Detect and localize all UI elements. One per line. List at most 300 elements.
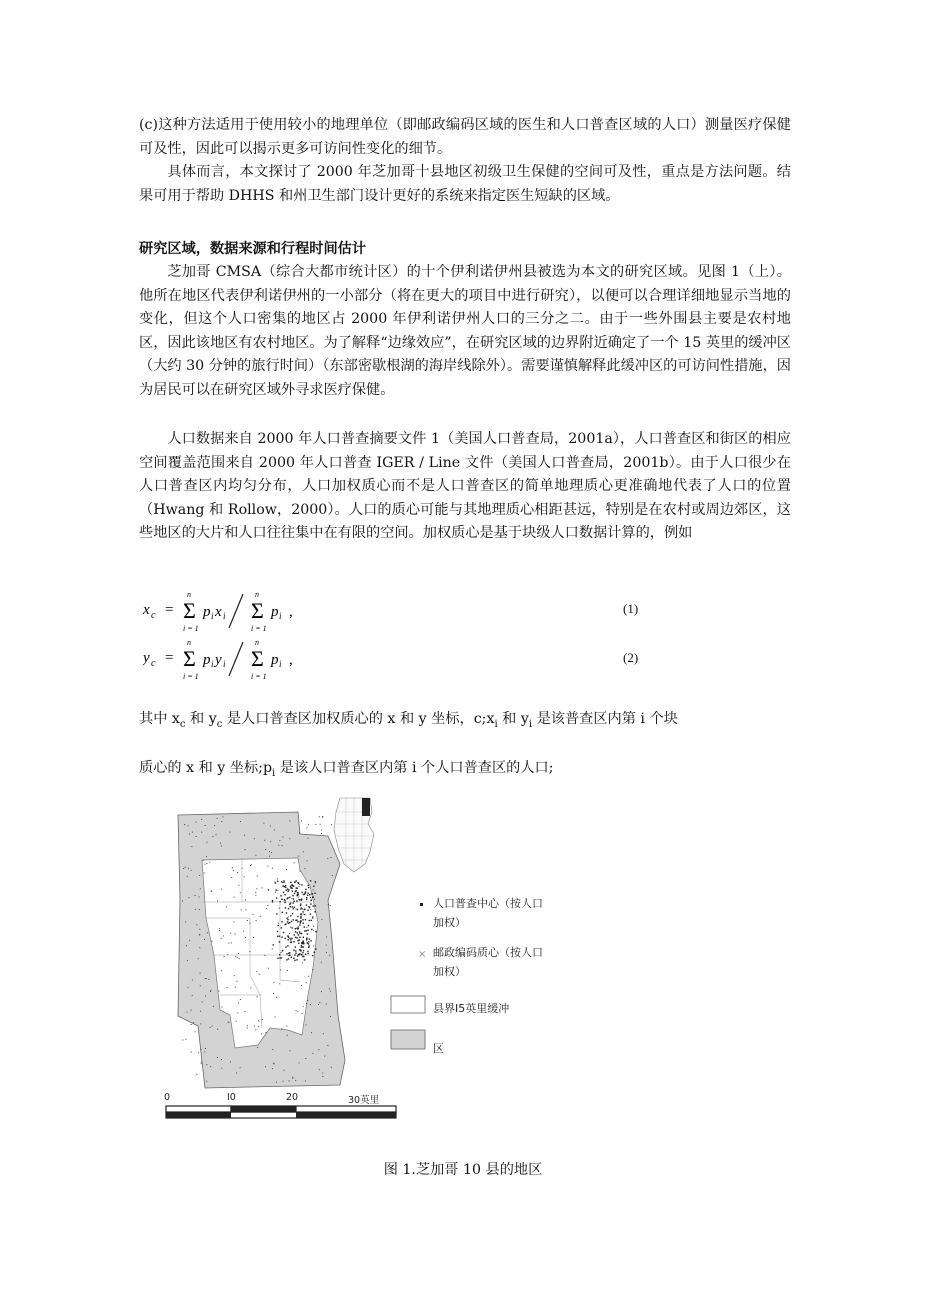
census-dot — [206, 978, 207, 979]
census-dot — [306, 930, 307, 931]
census-dot — [281, 952, 282, 953]
census-dot — [189, 834, 190, 835]
equation-2-number: (2) — [623, 650, 639, 665]
census-dot — [326, 952, 327, 953]
census-dot — [282, 845, 283, 846]
census-dot — [276, 1082, 277, 1083]
census-dot — [288, 939, 289, 940]
census-dot — [192, 832, 193, 833]
census-dot — [298, 897, 299, 898]
census-dot — [297, 892, 298, 893]
scale-tick-30-miles: 30英里 — [348, 1095, 380, 1106]
census-dot — [305, 1081, 306, 1082]
census-dot — [306, 938, 307, 939]
census-dot — [277, 881, 278, 882]
census-dot — [189, 897, 190, 898]
census-dot — [205, 825, 206, 826]
census-dot — [299, 1062, 300, 1063]
census-dot — [313, 886, 314, 887]
census-dot — [191, 846, 192, 847]
census-dot — [200, 985, 201, 986]
census-dot — [272, 1049, 273, 1050]
eq2-sum2-lower: i = 1 — [251, 672, 267, 681]
census-dot — [290, 939, 291, 940]
census-dot — [199, 896, 200, 897]
census-dot — [228, 1022, 229, 1023]
census-dot — [291, 921, 292, 922]
census-dot — [201, 819, 202, 820]
census-dot — [265, 1066, 266, 1067]
census-dot — [297, 916, 298, 917]
census-dot — [186, 1012, 187, 1013]
eq2-term-y-sub: i — [223, 659, 226, 669]
census-dot — [210, 1066, 211, 1067]
census-dot — [277, 890, 278, 891]
census-dot — [320, 824, 321, 825]
census-dot — [288, 916, 289, 917]
census-dot — [308, 906, 309, 907]
census-dot — [332, 875, 333, 876]
census-dot — [255, 855, 256, 856]
census-dot — [277, 931, 278, 932]
census-dot — [324, 1056, 325, 1057]
census-dot — [272, 868, 273, 869]
census-dot — [283, 892, 284, 893]
census-dot — [200, 1023, 201, 1024]
census-dot — [293, 898, 294, 899]
census-dot — [309, 920, 310, 921]
census-dot — [230, 933, 231, 934]
census-dot — [331, 824, 332, 825]
census-dot — [287, 945, 288, 946]
census-dot — [282, 836, 283, 837]
census-dot — [319, 816, 320, 817]
census-dot — [292, 895, 293, 896]
census-dot — [269, 851, 270, 852]
census-dot — [308, 947, 309, 948]
census-dot — [295, 928, 296, 929]
census-dot — [296, 880, 297, 881]
census-dot — [208, 979, 209, 980]
census-dot — [310, 940, 311, 941]
census-dot — [185, 922, 186, 923]
census-dot — [296, 1010, 297, 1011]
census-dot — [221, 1068, 222, 1069]
census-dot — [196, 836, 197, 837]
census-dot — [210, 990, 211, 991]
census-dot — [300, 947, 301, 948]
eq2-denominator: p — [271, 652, 279, 668]
census-dot — [258, 1026, 259, 1027]
census-dot — [291, 938, 292, 939]
census-dot — [287, 918, 288, 919]
census-dot — [299, 931, 300, 932]
census-dot — [299, 933, 300, 934]
census-dot — [257, 1047, 258, 1048]
census-dot — [327, 858, 328, 859]
census-dot — [307, 933, 308, 934]
census-dot — [216, 834, 217, 835]
census-dot — [192, 980, 193, 981]
census-dot — [286, 953, 287, 954]
census-dot — [206, 1064, 207, 1065]
census-dot — [284, 900, 285, 901]
census-dot — [301, 899, 302, 900]
census-dot — [211, 891, 212, 892]
eq2-term-sub: i — [211, 659, 214, 669]
census-dot — [290, 882, 291, 883]
census-dot — [299, 833, 300, 834]
census-dot — [306, 904, 307, 905]
census-dot — [279, 954, 280, 955]
census-dot — [321, 919, 322, 920]
census-dot — [204, 864, 205, 865]
census-dot — [268, 889, 269, 890]
census-dot — [191, 870, 192, 871]
census-dot — [199, 934, 200, 935]
census-dot — [187, 960, 188, 961]
census-dot — [278, 923, 279, 924]
figure-map — [150, 790, 570, 1135]
census-dot — [315, 948, 316, 949]
legend-county-label: 县界I5英里缓冲 — [433, 1002, 510, 1015]
census-dot — [277, 936, 278, 937]
eq2-term: p — [203, 652, 211, 668]
census-dot — [310, 880, 311, 881]
census-dot — [187, 876, 188, 877]
census-dot — [315, 882, 316, 883]
census-dot — [283, 880, 284, 881]
census-dot — [247, 1025, 248, 1026]
census-dot — [305, 889, 306, 890]
census-dot — [245, 937, 246, 938]
census-dot — [304, 894, 305, 895]
census-dot — [233, 870, 234, 871]
census-dot — [240, 1067, 241, 1068]
census-dot — [306, 927, 307, 928]
census-dot — [230, 1061, 231, 1062]
census-dot — [262, 1019, 263, 1020]
census-dot — [288, 889, 289, 890]
census-dot — [280, 895, 281, 896]
census-dot — [236, 981, 237, 982]
census-dot — [222, 816, 223, 817]
census-dot — [326, 945, 327, 946]
census-dot — [290, 886, 291, 887]
census-dot — [307, 1000, 308, 1001]
census-dot — [303, 1006, 304, 1007]
census-dot — [297, 921, 298, 922]
inset-study-area-highlight — [362, 798, 370, 816]
census-dot — [285, 946, 286, 947]
census-dot — [300, 914, 301, 915]
census-dot — [282, 885, 283, 886]
census-dot — [199, 947, 200, 948]
census-dot — [303, 923, 304, 924]
census-dot — [192, 995, 193, 996]
census-dot — [305, 868, 306, 869]
census-dot — [321, 962, 322, 963]
census-dot — [237, 872, 238, 873]
census-dot — [295, 953, 296, 954]
census-dot — [301, 907, 302, 908]
census-dot — [275, 1017, 276, 1018]
census-dot — [207, 932, 208, 933]
census-dot — [234, 975, 235, 976]
census-dot — [210, 991, 211, 992]
census-dot — [281, 1028, 282, 1029]
census-dot — [312, 969, 313, 970]
census-dot — [330, 1016, 331, 1017]
census-dot — [303, 940, 304, 941]
census-dot — [303, 851, 304, 852]
census-dot — [255, 892, 256, 893]
eq2-denominator-sub: i — [279, 659, 282, 669]
census-dot — [291, 957, 292, 958]
census-dot — [313, 905, 314, 906]
census-dot — [308, 925, 309, 926]
census-dot — [183, 868, 184, 869]
census-dot — [299, 924, 300, 925]
census-dot — [200, 888, 201, 889]
census-dot — [291, 898, 292, 899]
census-dot — [285, 887, 286, 888]
census-dot — [272, 900, 273, 901]
census-dot — [188, 868, 189, 869]
census-dot — [300, 909, 301, 910]
census-dot — [223, 935, 224, 936]
eq1-term-x: x — [215, 604, 222, 620]
census-dot — [288, 936, 289, 937]
census-dot — [288, 908, 289, 909]
census-dot — [310, 909, 311, 910]
census-dot — [280, 957, 281, 958]
census-dot — [277, 878, 278, 879]
census-dot — [247, 920, 248, 921]
census-dot — [227, 987, 228, 988]
census-dot — [327, 1045, 328, 1046]
census-dot — [284, 894, 285, 895]
census-dot — [307, 895, 308, 896]
census-dot — [299, 937, 300, 938]
census-dot — [318, 1049, 319, 1050]
census-dot — [307, 860, 308, 861]
census-dot — [199, 909, 200, 910]
census-dot — [236, 1021, 237, 1022]
census-dot — [212, 1026, 213, 1027]
census-dot — [182, 1040, 183, 1041]
census-dot — [229, 832, 230, 833]
census-dot — [253, 937, 254, 938]
census-dot — [287, 891, 288, 892]
census-dot — [299, 949, 300, 950]
census-dot — [303, 943, 304, 944]
census-dot — [300, 916, 301, 917]
eq1-divide-slash — [229, 594, 243, 628]
census-dot — [238, 1003, 239, 1004]
census-dot — [276, 913, 277, 914]
census-dot — [311, 1032, 312, 1033]
census-dot — [295, 908, 296, 909]
census-dot — [231, 942, 232, 943]
census-dot — [191, 1024, 192, 1025]
eq2-lhs: y — [143, 650, 150, 666]
eq1-sum2: Σ — [251, 598, 264, 623]
census-dot — [201, 832, 202, 833]
equation-1-number: (1) — [623, 601, 639, 616]
census-dot — [196, 822, 197, 823]
census-dot — [189, 940, 190, 941]
eq1-sum2-upper: n — [255, 590, 259, 599]
eq2-sum1: Σ — [183, 646, 196, 671]
census-dot — [306, 899, 307, 900]
census-dot — [259, 974, 260, 975]
census-dot — [253, 914, 254, 915]
census-dot — [287, 898, 288, 899]
census-dot — [250, 865, 251, 866]
census-dot — [297, 909, 298, 910]
census-dot — [283, 932, 284, 933]
census-dot — [196, 1074, 197, 1075]
census-dot — [279, 936, 280, 937]
census-dot — [289, 904, 290, 905]
census-dot — [185, 867, 186, 868]
census-dot — [296, 919, 297, 920]
census-dot — [281, 927, 282, 928]
census-dot — [290, 906, 291, 907]
census-dot — [273, 982, 274, 983]
equation-2 — [143, 636, 323, 687]
census-dot — [294, 881, 295, 882]
census-dot — [297, 940, 298, 941]
paragraph-c-method: (c)这种方法适用于使用较小的地理单位（即邮政编码区域的医生和人口普查区域的人口）测量医疗保健可及性，因此可以揭示更多可访问性变化的细节。 — [139, 117, 791, 157]
census-dot — [289, 1080, 290, 1081]
census-dot — [301, 913, 302, 914]
census-dot — [314, 893, 315, 894]
census-dot — [310, 899, 311, 900]
census-dot — [219, 928, 220, 929]
census-dot — [191, 1010, 192, 1011]
census-dot — [286, 959, 287, 960]
census-dot — [301, 884, 302, 885]
census-dot — [219, 930, 220, 931]
scale-tick-0: 0 — [164, 1092, 171, 1103]
census-dot — [286, 890, 287, 891]
census-dot — [305, 954, 306, 955]
census-dot — [265, 849, 266, 850]
census-dot — [301, 985, 302, 986]
census-dot — [294, 954, 295, 955]
eq1-lhs: x — [143, 602, 150, 618]
census-dot — [272, 901, 273, 902]
census-dot — [301, 892, 302, 893]
census-dot — [205, 995, 206, 996]
census-dot — [221, 1059, 222, 1060]
census-dot — [226, 906, 227, 907]
census-dot — [196, 924, 197, 925]
census-dot — [206, 863, 207, 864]
census-dot — [235, 987, 236, 988]
census-dot — [295, 891, 296, 892]
census-dot — [326, 937, 327, 938]
census-dot — [284, 1070, 285, 1071]
census-dot — [212, 941, 213, 942]
census-dot — [281, 937, 282, 938]
census-dot — [199, 929, 200, 930]
census-dot — [314, 952, 315, 953]
census-dot — [294, 862, 295, 863]
census-dot — [256, 920, 257, 921]
eq2-divide-slash — [229, 642, 243, 676]
census-dot — [288, 923, 289, 924]
census-dot — [224, 956, 225, 957]
census-dot — [267, 905, 268, 906]
census-dot — [184, 824, 185, 825]
census-dot — [247, 1028, 248, 1029]
census-dot — [204, 1052, 205, 1053]
census-dot — [299, 899, 300, 900]
census-dot — [303, 946, 304, 947]
census-dot — [298, 926, 299, 927]
census-dot — [284, 924, 285, 925]
census-dot — [298, 927, 299, 928]
census-dot — [323, 1033, 324, 1034]
census-dot — [202, 1001, 203, 1002]
census-dot — [218, 991, 219, 992]
census-dot — [331, 857, 332, 858]
paragraph-population-data: 人口数据来自 2000 年人口普查摘要文件 1（美国人口普查局，2001a），人口普查区和街区的相应空间覆盖范围来自 2000 年人口普查 IGER / Line 文件（美国人口普查局，2001b）。由于人口很少在人口普查区内均匀分布，人口加权质心而不是人口普查区的简单地理质心更准确地代表了人口的位置（Hwang 和 Rollow，2000）。人口的质心可能与其地理质心相距甚远，特别是在农村或周边郊区，这些地区的大片和人口往往集中在有限的空间。加权质心是基于块级人口数据计算的，例如 — [139, 431, 791, 541]
eq2-sum1-upper: n — [187, 638, 191, 647]
equation-2-formula — [143, 636, 323, 682]
census-dot — [244, 876, 245, 877]
census-dot — [270, 841, 271, 842]
census-dot — [287, 888, 288, 889]
census-dot — [297, 895, 298, 896]
scale-bar — [166, 1106, 396, 1118]
census-dot — [299, 886, 300, 887]
census-dot — [329, 955, 330, 956]
census-dot — [303, 894, 304, 895]
census-dot — [234, 897, 235, 898]
census-dot — [322, 816, 323, 817]
census-dot — [319, 1069, 320, 1070]
census-dot — [303, 956, 304, 957]
census-dot — [295, 937, 296, 938]
census-dot — [291, 888, 292, 889]
census-dot — [308, 945, 309, 946]
census-dot — [238, 953, 239, 954]
census-dot — [269, 856, 270, 857]
census-dot — [214, 825, 215, 826]
eq1-comma: , — [289, 604, 293, 620]
census-dot — [258, 1020, 259, 1021]
census-dot — [264, 955, 265, 956]
census-dot — [275, 892, 276, 893]
census-dot — [291, 927, 292, 928]
census-dot — [321, 991, 322, 992]
census-dot — [296, 900, 297, 901]
census-dot — [285, 938, 286, 939]
census-dot — [206, 842, 207, 843]
census-dot — [315, 824, 316, 825]
census-dot — [290, 927, 291, 928]
census-dot — [238, 885, 239, 886]
legend-census-dot-icon — [420, 903, 423, 906]
census-dot — [209, 862, 210, 863]
census-dot — [331, 1067, 332, 1068]
census-dot — [206, 1081, 207, 1082]
census-dot — [246, 909, 247, 910]
